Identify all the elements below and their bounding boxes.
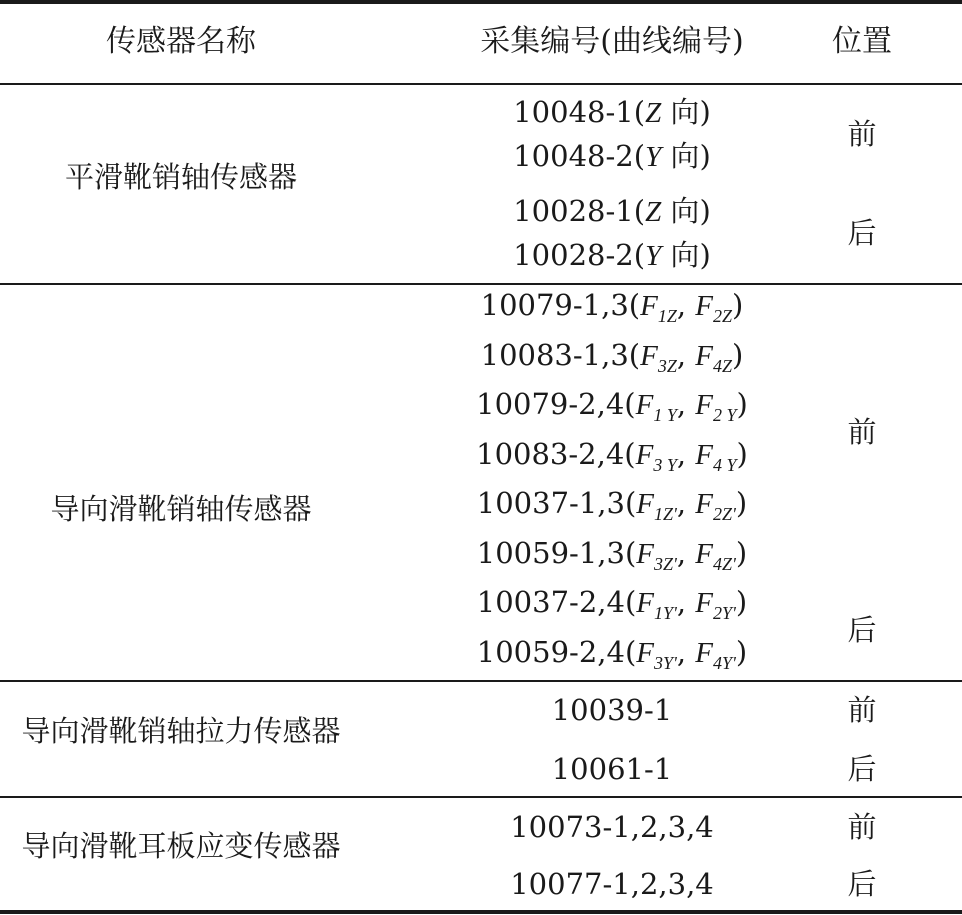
position-front: 前 <box>847 810 877 844</box>
force-symbol: F <box>695 340 714 372</box>
channel-code: 10037-2,4 <box>476 585 625 619</box>
force-symbol: F <box>695 290 714 322</box>
force-subscript: 2Z <box>713 306 733 326</box>
force-subscript: 1Z' <box>653 504 677 524</box>
force-subscript: 1 Y <box>653 405 677 425</box>
force-symbol: F <box>695 439 714 471</box>
sensor-name: 导向滑靴耳板应变传感器 <box>21 829 341 863</box>
channel-code: 10059-1,3 <box>476 536 625 570</box>
force-subscript: 4Z <box>713 356 733 376</box>
force-subscript: 3Z <box>657 356 677 376</box>
direction-symbol: Z <box>645 196 662 228</box>
position-rear: 后 <box>847 613 877 647</box>
channel-code: 10059-2,4 <box>476 635 625 669</box>
channel-code: 10028-1 <box>513 194 634 228</box>
position-front: 前 <box>847 693 877 727</box>
position-rear: 后 <box>847 216 877 250</box>
header-sensor-name: 传感器名称 <box>106 24 256 59</box>
direction-symbol: Y <box>645 240 662 272</box>
force-symbol: F <box>640 340 658 372</box>
group-rule <box>0 680 962 682</box>
channel-id: 10028-2(Y 向) <box>513 238 711 272</box>
channel-code: 10028-2 <box>513 238 634 272</box>
channel-code: 10083-2,4 <box>476 437 625 471</box>
position-front: 前 <box>847 117 877 151</box>
force-subscript: 1Z <box>657 306 677 326</box>
channel-id: $10037-2,4(F_{1Y'}$, $F_{2Y'}$) <box>476 585 748 623</box>
force-subscript: 4Y' <box>713 653 736 673</box>
channel-id: $10079-1,3(F_{1Z}$, $F_{2Z}$) <box>480 288 744 326</box>
channel-code: 10037-1,3 <box>476 486 625 520</box>
sensor-name: 导向滑靴销轴拉力传感器 <box>21 714 341 748</box>
force-subscript: 2Y' <box>713 603 736 623</box>
channel-id: 10073-1,2,3,4 <box>510 810 714 844</box>
header-position: 位置 <box>832 24 892 59</box>
channel-id: $10079-2,4(F_{1 Y}$, $F_{2 Y}$) <box>476 387 748 425</box>
channel-id: 10028-1(Z 向) <box>513 194 711 228</box>
channel-id: $10083-2,4(F_{3 Y}$, $F_{4 Y}$) <box>476 437 748 475</box>
channel-id: 10077-1,2,3,4 <box>510 867 714 901</box>
force-subscript: 2Z' <box>713 504 736 524</box>
direction-suffix: 向 <box>670 139 700 173</box>
force-symbol: F <box>636 637 654 669</box>
force-subscript: 4 Y <box>713 455 737 475</box>
force-symbol: F <box>695 587 714 619</box>
position-front: 前 <box>847 415 877 449</box>
force-symbol: F <box>695 389 714 421</box>
channel-code: 10048-1 <box>513 95 634 129</box>
table-bottom-rule <box>0 910 962 914</box>
sensor-name: 导向滑靴销轴传感器 <box>50 492 312 526</box>
header-channel-id: 采集编号(曲线编号) <box>480 24 744 59</box>
channel-id: $10059-2,4(F_{3Y'}$, $F_{4Y'}$) <box>476 635 748 673</box>
force-subscript: 3Y' <box>653 653 677 673</box>
channel-id: $10083-1,3(F_{3Z}$, $F_{4Z}$) <box>480 338 744 376</box>
force-symbol: F <box>636 538 654 570</box>
position-rear: 后 <box>847 752 877 786</box>
channel-id: 10048-2(Y 向) <box>513 139 711 173</box>
force-symbol: F <box>695 637 714 669</box>
force-subscript: 1Y' <box>653 603 677 623</box>
force-subscript: 2 Y <box>713 405 737 425</box>
channel-code: 10083-1,3 <box>480 338 629 372</box>
force-subscript: 3Z' <box>653 554 677 574</box>
direction-suffix: 向 <box>670 238 700 272</box>
channel-id: 10039-1 <box>551 693 673 727</box>
force-symbol: F <box>636 488 654 520</box>
force-symbol: F <box>635 389 654 421</box>
channel-id: 10048-1(Z 向) <box>513 95 711 129</box>
channel-id: $10059-1,3(F_{3Z'}$, $F_{4Z'}$) <box>476 536 748 574</box>
force-symbol: F <box>640 290 658 322</box>
force-subscript: 4Z' <box>713 554 736 574</box>
force-symbol: F <box>635 439 654 471</box>
direction-suffix: 向 <box>670 95 700 129</box>
force-symbol: F <box>636 587 654 619</box>
channel-code: 10048-2 <box>513 139 634 173</box>
direction-symbol: Z <box>645 97 662 129</box>
header-rule <box>0 83 962 85</box>
position-rear: 后 <box>847 867 877 901</box>
force-subscript: 3 Y <box>653 455 677 475</box>
group-rule <box>0 796 962 798</box>
channel-code: 10079-2,4 <box>476 387 625 421</box>
channel-code: 10079-1,3 <box>480 288 629 322</box>
table-top-rule <box>0 0 962 4</box>
force-symbol: F <box>695 538 714 570</box>
direction-suffix: 向 <box>670 194 700 228</box>
channel-id: 10061-1 <box>551 752 673 786</box>
sensor-name: 平滑靴销轴传感器 <box>64 160 297 194</box>
direction-symbol: Y <box>645 141 662 173</box>
force-symbol: F <box>695 488 714 520</box>
channel-id: $10037-1,3(F_{1Z'}$, $F_{2Z'}$) <box>476 486 748 524</box>
